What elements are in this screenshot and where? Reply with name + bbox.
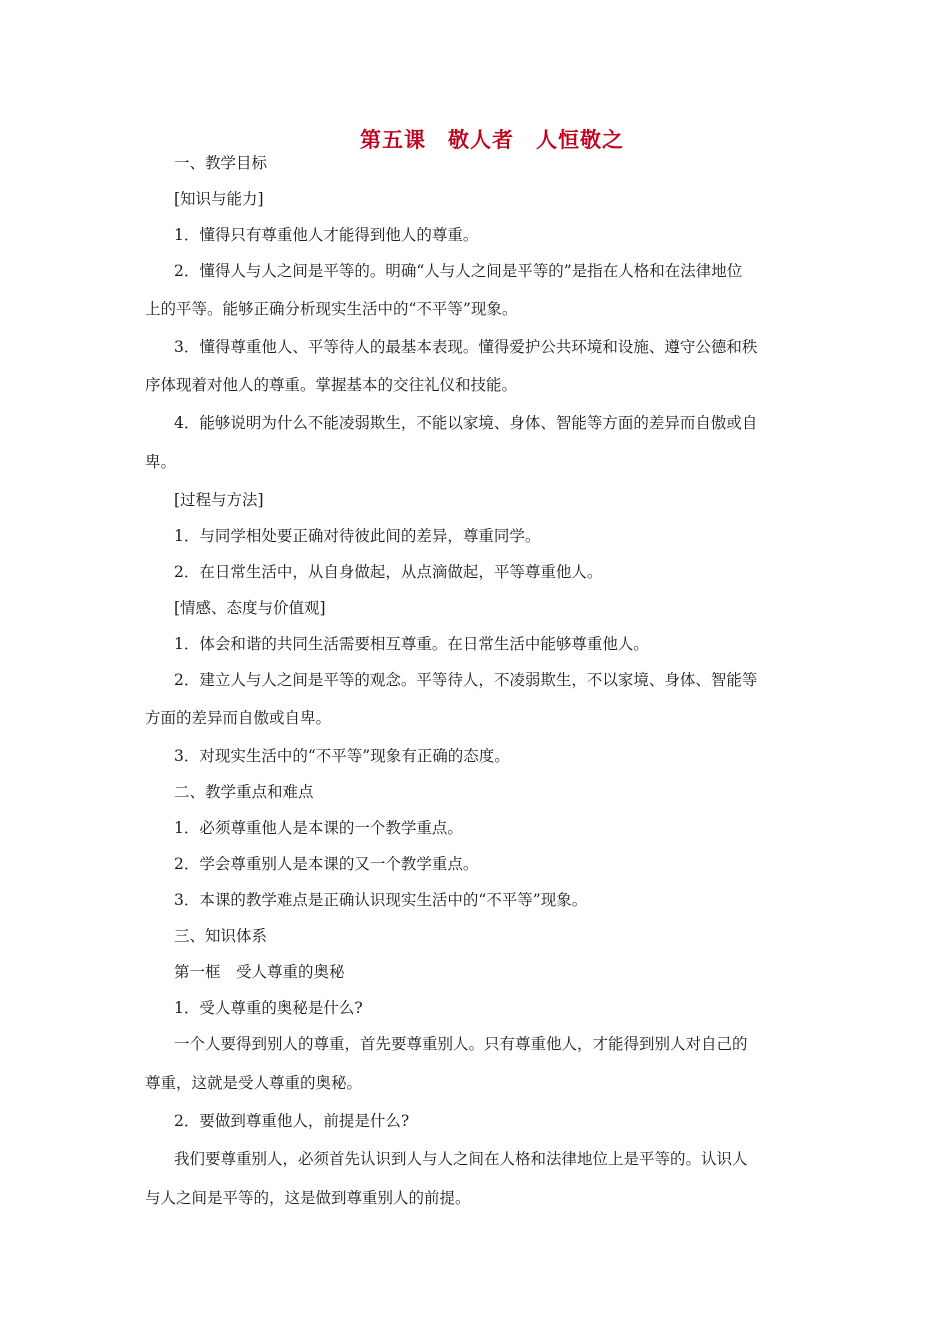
- section-heading-keypoints: 二、教学重点和难点: [174, 783, 314, 801]
- paragraph-line: 上的平等。能够正确分析现实生活中的“不平等”现象。: [145, 300, 518, 318]
- paragraph-line: 卑。: [145, 453, 177, 471]
- paragraph-line: 一个人要得到别人的尊重，首先要尊重别人。只有尊重他人，才能得到别人对自己的: [174, 1035, 748, 1053]
- paragraph-line: 我们要尊重别人，必须首先认识到人与人之间在人格和法律地位上是平等的。认识人: [174, 1150, 748, 1168]
- question-line: 1．受人尊重的奥秘是什么?: [174, 999, 363, 1017]
- paragraph-line: 方面的差异而自傲或自卑。: [145, 709, 332, 727]
- paragraph-line: 2．懂得人与人之间是平等的。明确“人与人之间是平等的”是指在人格和在法律地位: [174, 262, 743, 280]
- section-heading-objectives: 一、教学目标: [174, 154, 268, 172]
- paragraph-line: 序体现着对他人的尊重。掌握基本的交往礼仪和技能。: [145, 376, 518, 394]
- question-line: 2．要做到尊重他人，前提是什么?: [174, 1112, 410, 1130]
- section-heading-knowledge-system: 三、知识体系: [174, 927, 268, 945]
- paragraph-line: 3．对现实生活中的“不平等”现象有正确的态度。: [174, 747, 510, 765]
- paragraph-line: 1．体会和谐的共同生活需要相互尊重。在日常生活中能够尊重他人。: [174, 635, 649, 653]
- paragraph-line: 1．必须尊重他人是本课的一个教学重点。: [174, 819, 463, 837]
- paragraph-line: 1．与同学相处要正确对待彼此间的差异，尊重同学。: [174, 527, 541, 545]
- paragraph-line: 2．在日常生活中，从自身做起，从点滴做起，平等尊重他人。: [174, 563, 603, 581]
- paragraph-line: 3．本课的教学难点是正确认识现实生活中的“不平等”现象。: [174, 891, 588, 909]
- paragraph-line: 1．懂得只有尊重他人才能得到他人的尊重。: [174, 226, 479, 244]
- paragraph-line: 2．建立人与人之间是平等的观念。平等待人，不凌弱欺生，不以家境、身体、智能等: [174, 671, 758, 689]
- paragraph-line: 4．能够说明为什么不能凌弱欺生，不能以家境、身体、智能等方面的差异而自傲或自: [174, 414, 758, 432]
- subheading-values: [情感、态度与价值观]: [174, 599, 326, 617]
- paragraph-line: 3．懂得尊重他人、平等待人的最基本表现。懂得爱护公共环境和设施、遵守公德和秩: [174, 338, 758, 356]
- subheading-knowledge: [知识与能力]: [174, 190, 264, 208]
- subheading-process: [过程与方法]: [174, 491, 264, 509]
- subheading-frame-one: 第一框 受人尊重的奥秘: [174, 963, 345, 981]
- paragraph-line: 尊重，这就是受人尊重的奥秘。: [145, 1074, 363, 1092]
- paragraph-line: 2．学会尊重别人是本课的又一个教学重点。: [174, 855, 479, 873]
- lesson-title: 第五课 敬人者 人恒敬之: [360, 128, 624, 152]
- paragraph-line: 与人之间是平等的，这是做到尊重别人的前提。: [145, 1189, 471, 1207]
